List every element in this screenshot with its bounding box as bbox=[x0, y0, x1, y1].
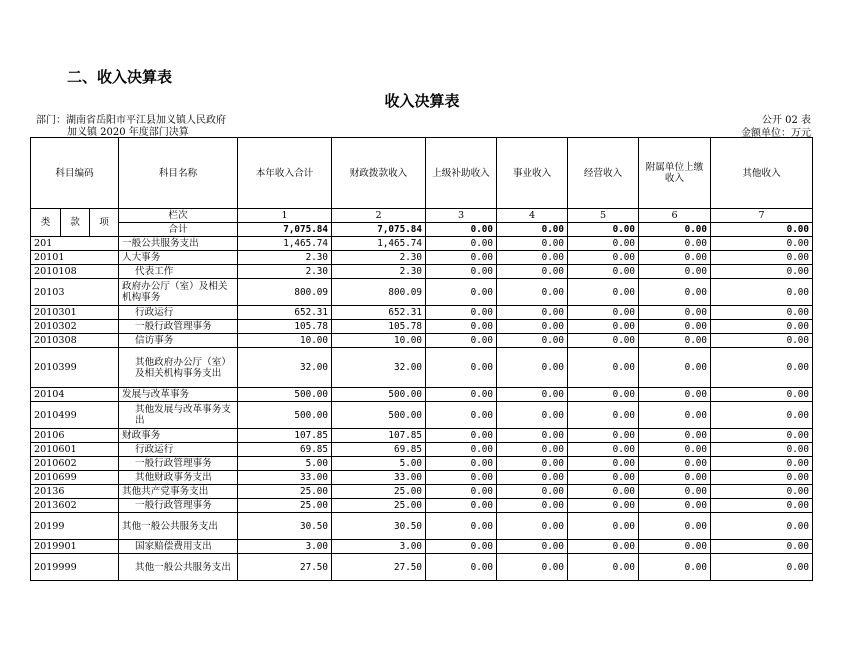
row-value: 30.50 bbox=[238, 513, 332, 540]
row-value: 2.30 bbox=[332, 265, 426, 279]
row-value: 500.00 bbox=[238, 388, 332, 402]
row-value: 0.00 bbox=[426, 348, 497, 388]
row-value: 0.00 bbox=[639, 348, 711, 388]
row-value: 69.85 bbox=[238, 443, 332, 457]
table-row bbox=[31, 499, 813, 513]
row-value: 0.00 bbox=[497, 388, 568, 402]
total-value: 0.00 bbox=[497, 223, 568, 237]
row-value: 0.00 bbox=[426, 334, 497, 348]
column-index-6: 6 bbox=[639, 209, 711, 223]
table-row bbox=[31, 334, 813, 348]
row-code: 201 bbox=[31, 237, 119, 251]
table-row bbox=[31, 485, 813, 499]
row-value: 0.00 bbox=[568, 485, 639, 499]
row-value: 0.00 bbox=[639, 485, 711, 499]
row-value: 0.00 bbox=[711, 237, 813, 251]
row-code: 2013602 bbox=[31, 499, 119, 513]
total-value: 0.00 bbox=[711, 223, 813, 237]
row-value: 107.85 bbox=[332, 429, 426, 443]
row-value: 0.00 bbox=[639, 237, 711, 251]
row-value: 0.00 bbox=[639, 499, 711, 513]
row-code: 2010601 bbox=[31, 443, 119, 457]
row-value: 0.00 bbox=[568, 334, 639, 348]
header-operating: 经营收入 bbox=[568, 138, 639, 209]
table-row bbox=[31, 513, 813, 540]
row-name: 其他发展与改革事务支出 bbox=[119, 402, 238, 429]
row-name: 其他财政事务支出 bbox=[119, 471, 238, 485]
row-value: 0.00 bbox=[497, 499, 568, 513]
row-value: 0.00 bbox=[568, 279, 639, 306]
column-index-1: 1 bbox=[238, 209, 332, 223]
row-value: 32.00 bbox=[238, 348, 332, 388]
row-value: 2.30 bbox=[332, 251, 426, 265]
row-value: 33.00 bbox=[332, 471, 426, 485]
row-name: 一般行政管理事务 bbox=[119, 320, 238, 334]
row-value: 10.00 bbox=[332, 334, 426, 348]
row-value: 0.00 bbox=[568, 429, 639, 443]
row-value: 105.78 bbox=[332, 320, 426, 334]
row-value: 10.00 bbox=[238, 334, 332, 348]
row-code: 20199 bbox=[31, 513, 119, 540]
row-value: 0.00 bbox=[426, 251, 497, 265]
row-value: 0.00 bbox=[639, 306, 711, 320]
subheader-lei: 类 bbox=[31, 209, 61, 237]
report-subtitle: 加义镇 2020 年度部门决算 bbox=[67, 127, 189, 138]
row-value: 0.00 bbox=[568, 540, 639, 554]
row-value: 0.00 bbox=[497, 513, 568, 540]
row-value: 0.00 bbox=[497, 457, 568, 471]
row-value: 0.00 bbox=[426, 388, 497, 402]
row-value: 0.00 bbox=[497, 251, 568, 265]
row-value: 25.00 bbox=[332, 485, 426, 499]
row-value: 0.00 bbox=[568, 388, 639, 402]
row-value: 0.00 bbox=[426, 402, 497, 429]
row-value: 0.00 bbox=[568, 513, 639, 540]
row-code: 2010301 bbox=[31, 306, 119, 320]
row-value: 0.00 bbox=[497, 265, 568, 279]
row-value: 0.00 bbox=[568, 457, 639, 471]
row-code: 20136 bbox=[31, 485, 119, 499]
row-code: 2019901 bbox=[31, 540, 119, 554]
row-value: 0.00 bbox=[639, 443, 711, 457]
row-value: 0.00 bbox=[426, 540, 497, 554]
header-fiscal: 财政拨款收入 bbox=[332, 138, 426, 209]
row-value: 0.00 bbox=[568, 265, 639, 279]
row-value: 500.00 bbox=[332, 388, 426, 402]
row-name: 财政事务 bbox=[119, 429, 238, 443]
header-total: 本年收入合计 bbox=[238, 138, 332, 209]
row-value: 0.00 bbox=[568, 554, 639, 581]
row-value: 0.00 bbox=[497, 279, 568, 306]
row-value: 0.00 bbox=[568, 320, 639, 334]
row-value: 0.00 bbox=[497, 402, 568, 429]
row-value: 0.00 bbox=[497, 429, 568, 443]
row-value: 0.00 bbox=[711, 348, 813, 388]
row-value: 0.00 bbox=[639, 251, 711, 265]
subheader-xiang: 项 bbox=[90, 209, 119, 237]
total-value: 0.00 bbox=[639, 223, 711, 237]
page-title: 收入决算表 bbox=[384, 92, 460, 110]
row-value: 0.00 bbox=[711, 457, 813, 471]
row-value: 0.00 bbox=[711, 513, 813, 540]
header-superior: 上级补助收入 bbox=[426, 138, 497, 209]
form-number: 公开 02 表 bbox=[761, 115, 811, 126]
row-value: 0.00 bbox=[639, 265, 711, 279]
column-index-4: 4 bbox=[497, 209, 568, 223]
department-label: 部门：湖南省岳阳市平江县加义镇人民政府 bbox=[36, 115, 226, 126]
row-value: 500.00 bbox=[332, 402, 426, 429]
row-value: 652.31 bbox=[238, 306, 332, 320]
income-table bbox=[30, 137, 813, 581]
row-value: 0.00 bbox=[426, 443, 497, 457]
row-value: 0.00 bbox=[497, 485, 568, 499]
row-value: 0.00 bbox=[426, 320, 497, 334]
row-value: 0.00 bbox=[711, 320, 813, 334]
row-value: 0.00 bbox=[426, 554, 497, 581]
row-value: 33.00 bbox=[238, 471, 332, 485]
row-value: 0.00 bbox=[639, 279, 711, 306]
total-value: 7,075.84 bbox=[238, 223, 332, 237]
row-value: 0.00 bbox=[426, 485, 497, 499]
row-value: 1,465.74 bbox=[332, 237, 426, 251]
row-value: 0.00 bbox=[568, 443, 639, 457]
row-value: 69.85 bbox=[332, 443, 426, 457]
table-row bbox=[31, 457, 813, 471]
row-code: 2010699 bbox=[31, 471, 119, 485]
header-code: 科目编码 bbox=[31, 138, 119, 209]
row-value: 25.00 bbox=[238, 499, 332, 513]
row-value: 107.85 bbox=[238, 429, 332, 443]
row-value: 0.00 bbox=[711, 306, 813, 320]
row-name: 其他共产党事务支出 bbox=[119, 485, 238, 499]
row-name: 一般行政管理事务 bbox=[119, 457, 238, 471]
table-row bbox=[31, 279, 813, 306]
table-row bbox=[31, 320, 813, 334]
row-value: 5.00 bbox=[332, 457, 426, 471]
header-name: 科目名称 bbox=[119, 138, 238, 209]
row-value: 5.00 bbox=[238, 457, 332, 471]
row-value: 0.00 bbox=[639, 429, 711, 443]
row-value: 32.00 bbox=[332, 348, 426, 388]
row-name: 发展与改革事务 bbox=[119, 388, 238, 402]
row-name: 其他一般公共服务支出 bbox=[119, 513, 238, 540]
row-value: 0.00 bbox=[497, 540, 568, 554]
row-value: 652.31 bbox=[332, 306, 426, 320]
header-other: 其他收入 bbox=[711, 138, 813, 209]
row-code: 2010308 bbox=[31, 334, 119, 348]
table-row bbox=[31, 471, 813, 485]
row-value: 0.00 bbox=[497, 237, 568, 251]
row-code: 20104 bbox=[31, 388, 119, 402]
table-row bbox=[31, 429, 813, 443]
row-value: 0.00 bbox=[426, 499, 497, 513]
row-value: 0.00 bbox=[426, 471, 497, 485]
table-row bbox=[31, 306, 813, 320]
row-value: 0.00 bbox=[426, 306, 497, 320]
row-name: 一般行政管理事务 bbox=[119, 499, 238, 513]
row-value: 0.00 bbox=[568, 471, 639, 485]
row-value: 27.50 bbox=[332, 554, 426, 581]
row-value: 0.00 bbox=[426, 513, 497, 540]
row-value: 25.00 bbox=[238, 485, 332, 499]
row-value: 0.00 bbox=[711, 334, 813, 348]
row-name: 行政运行 bbox=[119, 306, 238, 320]
row-value: 0.00 bbox=[639, 402, 711, 429]
row-value: 0.00 bbox=[639, 334, 711, 348]
column-index-7: 7 bbox=[711, 209, 813, 223]
row-name: 国家赔偿费用支出 bbox=[119, 540, 238, 554]
row-value: 1,465.74 bbox=[238, 237, 332, 251]
row-value: 0.00 bbox=[639, 471, 711, 485]
row-name: 其他一般公共服务支出 bbox=[119, 554, 238, 581]
row-value: 2.30 bbox=[238, 251, 332, 265]
header-affiliated: 附属单位上缴收入 bbox=[639, 138, 711, 209]
row-value: 0.00 bbox=[711, 388, 813, 402]
row-value: 0.00 bbox=[711, 402, 813, 429]
row-name: 行政运行 bbox=[119, 443, 238, 457]
row-name: 一般公共服务支出 bbox=[119, 237, 238, 251]
row-value: 3.00 bbox=[332, 540, 426, 554]
row-value: 0.00 bbox=[711, 443, 813, 457]
row-value: 800.09 bbox=[332, 279, 426, 306]
column-index-5: 5 bbox=[568, 209, 639, 223]
total-label: 合计 bbox=[119, 223, 238, 237]
total-value: 0.00 bbox=[426, 223, 497, 237]
row-value: 0.00 bbox=[568, 237, 639, 251]
row-value: 0.00 bbox=[639, 513, 711, 540]
row-value: 0.00 bbox=[497, 334, 568, 348]
header-business: 事业收入 bbox=[497, 138, 568, 209]
row-name: 代表工作 bbox=[119, 265, 238, 279]
row-value: 105.78 bbox=[238, 320, 332, 334]
row-value: 0.00 bbox=[568, 251, 639, 265]
row-value: 25.00 bbox=[332, 499, 426, 513]
row-value: 0.00 bbox=[426, 457, 497, 471]
row-value: 0.00 bbox=[639, 554, 711, 581]
row-value: 0.00 bbox=[711, 251, 813, 265]
row-code: 2010499 bbox=[31, 402, 119, 429]
subheader-kuan: 款 bbox=[61, 209, 90, 237]
row-value: 0.00 bbox=[711, 554, 813, 581]
row-name: 信访事务 bbox=[119, 334, 238, 348]
table-row bbox=[31, 443, 813, 457]
total-value: 0.00 bbox=[568, 223, 639, 237]
row-code: 2010399 bbox=[31, 348, 119, 388]
row-value: 27.50 bbox=[238, 554, 332, 581]
row-name: 政府办公厅（室）及相关机构事务 bbox=[119, 279, 238, 306]
row-value: 0.00 bbox=[711, 540, 813, 554]
row-value: 0.00 bbox=[426, 265, 497, 279]
column-index-2: 2 bbox=[332, 209, 426, 223]
row-code: 2010108 bbox=[31, 265, 119, 279]
row-value: 0.00 bbox=[711, 485, 813, 499]
row-value: 0.00 bbox=[497, 443, 568, 457]
table-row bbox=[31, 388, 813, 402]
table-row bbox=[31, 265, 813, 279]
row-value: 0.00 bbox=[497, 471, 568, 485]
row-value: 0.00 bbox=[568, 348, 639, 388]
amount-unit: 金额单位：万元 bbox=[741, 128, 811, 139]
row-value: 0.00 bbox=[426, 237, 497, 251]
row-value: 0.00 bbox=[639, 320, 711, 334]
row-code: 2010602 bbox=[31, 457, 119, 471]
total-value: 7,075.84 bbox=[332, 223, 426, 237]
table-row bbox=[31, 237, 813, 251]
row-code: 20103 bbox=[31, 279, 119, 306]
row-value: 0.00 bbox=[497, 320, 568, 334]
row-value: 500.00 bbox=[238, 402, 332, 429]
section-title: 二、收入决算表 bbox=[67, 68, 173, 86]
row-name: 其他政府办公厅（室）及相关机构事务支出 bbox=[119, 348, 238, 388]
row-value: 0.00 bbox=[568, 499, 639, 513]
row-value: 0.00 bbox=[711, 429, 813, 443]
row-value: 3.00 bbox=[238, 540, 332, 554]
table-row bbox=[31, 251, 813, 265]
row-code: 2010302 bbox=[31, 320, 119, 334]
row-value: 2.30 bbox=[238, 265, 332, 279]
row-value: 0.00 bbox=[639, 457, 711, 471]
row-value: 0.00 bbox=[711, 279, 813, 306]
row-value: 0.00 bbox=[639, 540, 711, 554]
table-row bbox=[31, 402, 813, 429]
table-row bbox=[31, 540, 813, 554]
table-row bbox=[31, 554, 813, 581]
row-value: 0.00 bbox=[568, 402, 639, 429]
column-index-3: 3 bbox=[426, 209, 497, 223]
row-value: 0.00 bbox=[711, 265, 813, 279]
row-value: 30.50 bbox=[332, 513, 426, 540]
subheader-lanci: 栏次 bbox=[119, 209, 238, 223]
row-value: 0.00 bbox=[711, 499, 813, 513]
row-value: 0.00 bbox=[426, 279, 497, 306]
row-value: 0.00 bbox=[639, 388, 711, 402]
table-row bbox=[31, 348, 813, 388]
row-value: 0.00 bbox=[497, 554, 568, 581]
row-code: 20101 bbox=[31, 251, 119, 265]
row-value: 800.09 bbox=[238, 279, 332, 306]
row-code: 20106 bbox=[31, 429, 119, 443]
row-code: 2019999 bbox=[31, 554, 119, 581]
row-value: 0.00 bbox=[497, 306, 568, 320]
row-value: 0.00 bbox=[568, 306, 639, 320]
row-value: 0.00 bbox=[711, 471, 813, 485]
row-value: 0.00 bbox=[497, 348, 568, 388]
row-name: 人大事务 bbox=[119, 251, 238, 265]
total-row bbox=[31, 223, 813, 237]
row-value: 0.00 bbox=[426, 429, 497, 443]
